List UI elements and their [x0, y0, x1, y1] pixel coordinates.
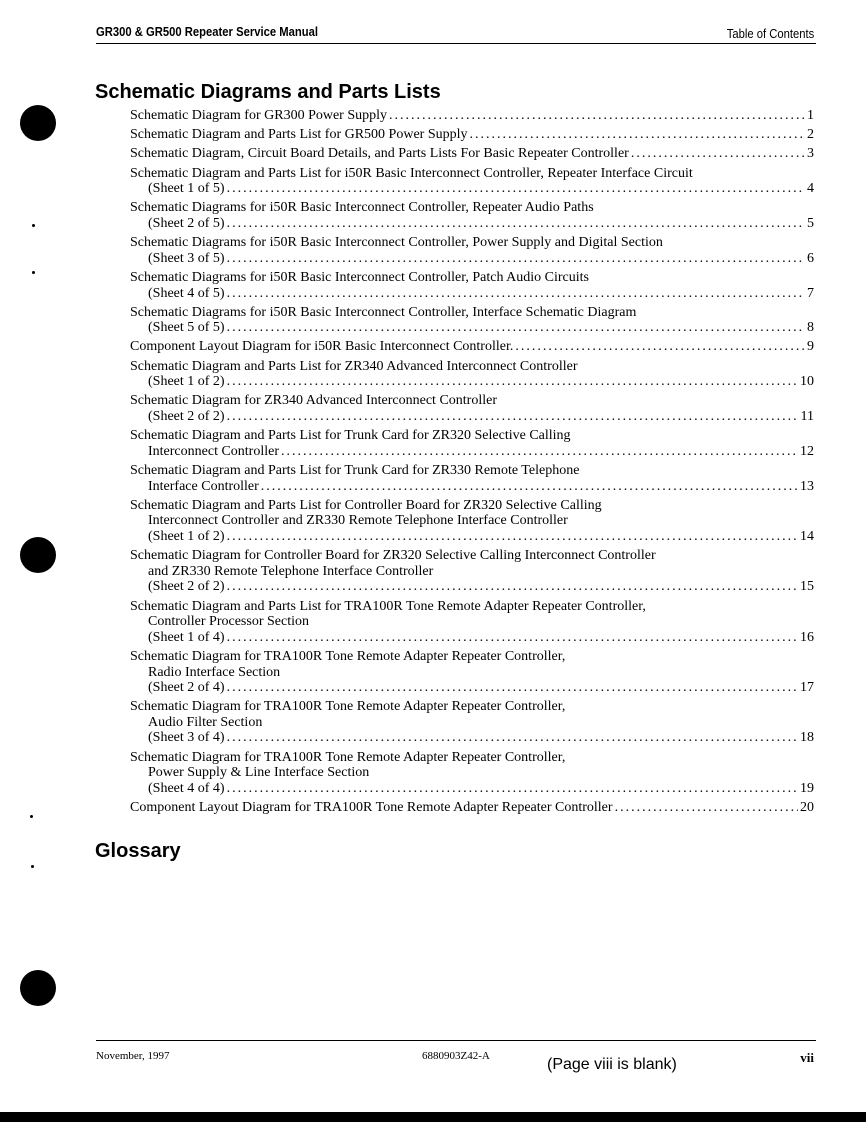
- dot-leader: [227, 286, 805, 302]
- toc-entry-line: Schematic Diagram for Controller Board for ZR320 Selective Calling Interconnect Controller: [130, 548, 656, 564]
- toc-entry-line: Schematic Diagram for TRA100R Tone Remote Adapter Repeater Controller,: [130, 648, 566, 664]
- toc-entry-leader-line: [130, 127, 814, 143]
- toc-entry: [130, 393, 814, 424]
- toc-entry: [130, 649, 814, 696]
- toc-entry-line: (Sheet 2 of 2): [148, 579, 225, 595]
- dot-leader: [615, 800, 798, 816]
- footer-rule: [96, 1040, 816, 1041]
- section-title-schematics: Schematic Diagrams and Parts Lists: [95, 81, 441, 103]
- toc-entry: [130, 108, 814, 124]
- toc-entry-line: Schematic Diagram and Parts List for Trunk Card for ZR320 Selective Calling: [130, 428, 571, 444]
- toc-entry-leader-line: [130, 216, 814, 232]
- section-title-glossary: Glossary: [95, 840, 181, 862]
- toc-entry: [130, 463, 814, 494]
- toc-entry-line: (Sheet 4 of 4): [148, 780, 225, 796]
- toc-entry-line: Schematic Diagram and Parts List for Controller Board for ZR320 Selective Calling: [130, 497, 602, 513]
- scan-speck: [32, 224, 35, 227]
- footer-page-number: vii: [800, 1050, 814, 1065]
- dot-leader: [227, 181, 805, 197]
- toc-entry-line: Power Supply & Line Interface Section: [148, 765, 370, 781]
- toc-entry: [130, 200, 814, 231]
- dot-leader: [227, 251, 805, 267]
- toc-entry-leader-line: [130, 181, 814, 197]
- dot-leader: [470, 127, 805, 143]
- dot-leader: [227, 529, 798, 545]
- toc-entry-line: (Sheet 1 of 4): [148, 629, 225, 645]
- toc-page-number: 14: [800, 528, 814, 544]
- toc-entry: [130, 270, 814, 301]
- toc-entry-line: Schematic Diagrams for i50R Basic Interconnect Controller, Repeater Audio Paths: [130, 200, 594, 216]
- toc-entry-line: Schematic Diagram and Parts List for GR500 Power Supply: [130, 127, 468, 143]
- toc-entry-line: Schematic Diagrams for i50R Basic Interconnect Controller, Interface Schematic Diagram: [130, 304, 637, 320]
- toc-entry-line: Interconnect Controller and ZR330 Remote Telephone Interface Controller: [148, 513, 568, 529]
- toc-entry-leader-line: [130, 630, 814, 646]
- toc-entry: [130, 699, 814, 746]
- toc-page-number: 19: [800, 780, 814, 796]
- toc-entry-line: and ZR330 Remote Telephone Interface Controller: [148, 563, 434, 579]
- dot-leader: [227, 374, 798, 390]
- toc-page-number: 10: [800, 374, 814, 390]
- toc-page-number: 20: [800, 800, 814, 816]
- toc-entry-line: (Sheet 4 of 5): [148, 285, 225, 301]
- scan-speck: [32, 271, 35, 274]
- dot-leader: [281, 444, 798, 460]
- toc-entry: [130, 800, 814, 816]
- dot-leader: [227, 409, 799, 425]
- toc-entry-line: Schematic Diagram and Parts List for ZR340 Advanced Interconnect Controller: [130, 358, 578, 374]
- toc-entry-line: Interconnect Controller: [148, 443, 280, 459]
- toc-entry-line: Schematic Diagram, Circuit Board Details, and Parts Lists For Basic Repeater Controller: [130, 146, 629, 162]
- toc-entry: [130, 750, 814, 797]
- scan-bottom-edge: [0, 1112, 866, 1122]
- toc-entry-line: (Sheet 1 of 5): [148, 181, 225, 197]
- table-of-contents: [130, 108, 814, 819]
- toc-entry: [130, 146, 814, 162]
- binder-hole-top: [20, 105, 56, 141]
- toc-entry-line: (Sheet 3 of 4): [148, 730, 225, 746]
- toc-entry-leader-line: [130, 320, 814, 336]
- toc-page-number: 1: [807, 108, 814, 123]
- toc-page-number: 13: [800, 478, 814, 494]
- toc-entry-line: Schematic Diagram for ZR340 Advanced Interconnect Controller: [130, 393, 497, 409]
- toc-page-number: 12: [800, 443, 814, 459]
- toc-entry: [130, 339, 814, 355]
- toc-entry: [130, 127, 814, 143]
- toc-entry-line: Schematic Diagram and Parts List for i50R Basic Interconnect Controller, Repeater Interface Circuit: [130, 165, 693, 181]
- toc-entry-leader-line: [130, 730, 814, 746]
- toc-entry-line: Schematic Diagram for TRA100R Tone Remote Adapter Repeater Controller,: [130, 699, 566, 715]
- toc-entry-leader-line: [130, 108, 814, 124]
- toc-entry-leader-line: [130, 286, 814, 302]
- toc-entry: [130, 305, 814, 336]
- toc-page-number: 7: [807, 285, 814, 301]
- toc-page-number: 3: [807, 146, 814, 162]
- toc-entry-leader-line: [130, 529, 814, 545]
- toc-entry-line: Interface Controller: [148, 478, 259, 494]
- footer-date: November, 1997: [96, 1050, 170, 1062]
- dot-leader: [515, 339, 805, 355]
- toc-page-number: 17: [800, 680, 814, 696]
- dot-leader: [227, 320, 805, 336]
- toc-entry-line: Schematic Diagrams for i50R Basic Interconnect Controller, Patch Audio Circuits: [130, 269, 589, 285]
- toc-entry-leader-line: [130, 374, 814, 390]
- dot-leader: [227, 579, 798, 595]
- toc-entry-line: (Sheet 2 of 4): [148, 680, 225, 696]
- footer-part-number: 6880903Z42-A: [422, 1050, 490, 1062]
- toc-page-number: 2: [807, 127, 814, 143]
- dot-leader: [227, 680, 798, 696]
- toc-entry-line: (Sheet 1 of 2): [148, 528, 225, 544]
- toc-entry-line: Schematic Diagram and Parts List for Trunk Card for ZR330 Remote Telephone: [130, 463, 580, 478]
- toc-entry: [130, 359, 814, 390]
- footer-blank-page-note: (Page viii is blank): [547, 1056, 677, 1073]
- toc-page-number: 4: [807, 181, 814, 197]
- dot-leader: [227, 216, 805, 232]
- toc-entry-leader-line: [130, 251, 814, 267]
- dot-leader: [227, 630, 798, 646]
- toc-page-number: 8: [807, 320, 814, 336]
- toc-entry-leader-line: [130, 479, 814, 495]
- toc-entry-line: (Sheet 3 of 5): [148, 250, 225, 266]
- toc-entry-leader-line: [130, 146, 814, 162]
- toc-entry-line: Component Layout Diagram for TRA100R Tone Remote Adapter Repeater Controller: [130, 800, 613, 816]
- toc-entry: [130, 498, 814, 545]
- toc-entry-leader-line: [130, 781, 814, 797]
- toc-entry-line: (Sheet 5 of 5): [148, 320, 225, 336]
- toc-entry-leader-line: [130, 339, 814, 355]
- running-header-section: Table of Contents: [726, 27, 814, 41]
- toc-entry: [130, 548, 814, 595]
- toc-entry-line: Component Layout Diagram for i50R Basic Interconnect Controller.: [130, 339, 514, 355]
- dot-leader: [227, 730, 798, 746]
- binder-hole-middle: [20, 537, 56, 573]
- toc-entry-leader-line: [130, 409, 814, 425]
- dot-leader: [261, 479, 798, 495]
- toc-page-number: 9: [807, 339, 814, 355]
- header-rule: [96, 43, 816, 44]
- toc-entry-line: Schematic Diagrams for i50R Basic Interconnect Controller, Power Supply and Digital Section: [130, 235, 663, 251]
- toc-page-number: 18: [800, 730, 814, 746]
- toc-entry-leader-line: [130, 444, 814, 460]
- toc-entry: [130, 235, 814, 266]
- scan-speck: [30, 815, 33, 818]
- toc-entry-leader-line: [130, 800, 814, 816]
- dot-leader: [389, 108, 805, 124]
- toc-entry-line: Schematic Diagram for GR300 Power Supply: [130, 108, 388, 123]
- toc-page-number: 15: [800, 579, 814, 595]
- toc-page-number: 6: [807, 250, 814, 266]
- toc-entry: [130, 166, 814, 197]
- toc-entry: [130, 428, 814, 459]
- toc-page-number: 11: [800, 409, 814, 425]
- toc-entry: [130, 599, 814, 646]
- dot-leader: [631, 146, 805, 162]
- scan-speck: [31, 865, 34, 868]
- toc-entry-leader-line: [130, 579, 814, 595]
- running-header-title: GR300 & GR500 Repeater Service Manual: [96, 25, 318, 39]
- toc-page-number: 16: [800, 629, 814, 645]
- toc-entry-line: (Sheet 2 of 2): [148, 409, 225, 425]
- toc-page-number: 5: [807, 215, 814, 231]
- dot-leader: [227, 781, 798, 797]
- toc-entry-line: (Sheet 2 of 5): [148, 215, 225, 231]
- toc-entry-line: Schematic Diagram for TRA100R Tone Remote Adapter Repeater Controller,: [130, 749, 566, 765]
- binder-hole-bottom: [20, 970, 56, 1006]
- toc-entry-line: (Sheet 1 of 2): [148, 374, 225, 390]
- toc-entry-line: Controller Processor Section: [148, 614, 309, 630]
- toc-entry-line: Schematic Diagram and Parts List for TRA100R Tone Remote Adapter Repeater Controller,: [130, 598, 646, 614]
- toc-entry-line: Audio Filter Section: [148, 714, 263, 730]
- toc-entry-line: Radio Interface Section: [148, 664, 281, 680]
- toc-entry-leader-line: [130, 680, 814, 696]
